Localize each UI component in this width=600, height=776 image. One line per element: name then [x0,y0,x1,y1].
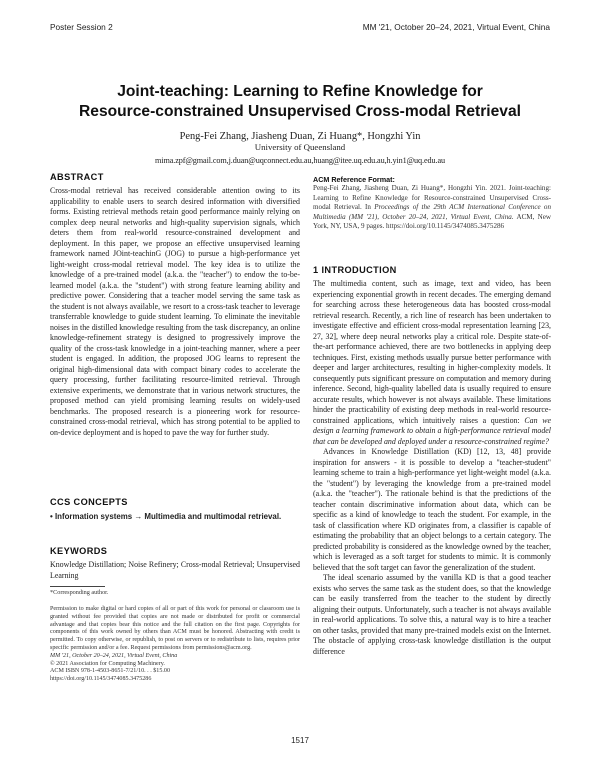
intro-paragraph-2: Advances in Knowledge Distillation (KD) [12, 13, 48] provide inspiration for answers - it is possible to develop a "teacher-student" learning scheme to train a high-performance yet light-weight model (a.k.a. the "student") by leveraging the knowledge from a pre-trained model (a.k.a. the "teacher"). The rationale behind is that the predictions of the teacher contain discriminative information about data, which can be specific as a kind of knowledge to teach the student. For example, in the task of classification where KD originates from, a classifier is capable of estimating the probability that an object belongs to a certain category. The predicted probability is considered as the knowledge owned by the teacher, which is leveraged as a soft target for students to mimic. It is commonly believed that the soft target can favor the generalization of the student. [313,447,551,572]
paper-title [40,82,560,122]
footnote-venue: MM '21, October 20–24, 2021, Virtual Event, China [50,652,178,659]
running-header-right: MM '21, October 20–24, 2021, Virtual Event, China [362,22,550,32]
corresponding-author-note: *Corresponding author. [50,589,109,596]
introduction-heading: 1 INTRODUCTION [313,265,397,275]
permission-footnote [50,606,300,684]
author-emails: mima.zpf@gmail.com,j.duan@uqconnect.edu.au,huang@itee.uq.edu.au,h.yin1@uq.edu.au [155,156,445,165]
footnote-copyright: © 2021 Association for Computing Machinery. [50,660,165,667]
ccs-concepts-text: • Information systems → Multimedia and multimodal retrieval. [50,512,282,521]
affiliation: University of Queensland [254,142,346,152]
title-line-2: Resource-constrained Unsupervised Cross-modal Retrieval [79,103,521,120]
abstract-text: Cross-modal retrieval has received considerable attention owing to its applicability to enable users to search desired information with diversified forms. Existing retrieval methods retain good performance mainly relying on complex deep neural networks and high-quality supervision signals, which deters them from real-world resource-constrained development and deployment. In this paper, we propose an effective unsupervised learning framework named JOint-teachinG (JOG) to pursue a high-performance yet light-weight cross-modal retrieval model. The key idea is to utilize the knowledge of a pre-trained model (a.k.a. the "teacher") to endow the to-be-learned model (a.k.a. the "student") with strong feature learning ability and predictive power. Considering that a teacher model serving the same task as the student is not always available, we resort to a cross-task teacher to leverage transferrable knowledge to guide student learning. To eliminate the inevitable noises in the distilled knowledge resulting from the task discrepancy, an online knowledge-refinement strategy is designed to progressively improve the quality of the cross-task knowledge in a joint-teaching manner, where a peer student is engaged. In addition, the proposed JOG learns to represent the original high-dimensional data with compact binary codes to accelerate the query processing, further facilitating resource-limited retrieval. Through extensive experiments, we demonstrate that in various network structures, the proposed method can yield promising learning results on widely-used benchmarks. The proposed research is a pioneering work for resource-constrained cross-modal retrieval, which has strong potential to be applied to on-device deployment and is hoped to pave the way for further study. [50,186,300,437]
intro-paragraph-3: The ideal scenario assumed by the vanilla KD is that a good teacher exists who serves the same task as the student does, so that the knowledge can be easily transferred from the teacher to the student by directly aligning their outputs. Unfortunately, such a teacher is not always available in real-world applications. To solve this, a natural way is to hire a teacher on other tasks, provided that many pre-trained models exist on the Internet. The obstacle of applying cross-task knowledge distillation is the output difference [313,573,551,656]
abstract-heading: ABSTRACT [50,172,104,182]
keywords-heading: KEYWORDS [50,546,108,556]
permission-text: Permission to make digital or hard copies of all or part of this work for personal or classroom use is granted without fee provided that copies are not made or distributed for profit or commercial advantage and that copies bear this notice and the full citation on the first page. Copyrights for components of this work owned by others than ACM must be honored. Abstracting with credit is permitted. To copy otherwise, or republish, to post on servers or to redistribute to lists, requires prior specific permission and/or a fee. Request permissions from permissions@acm.org. [50,606,300,651]
intro-paragraph-1: The multimedia content, such as image, text and video, has been experiencing exponential growth in recent decades. The emerging demand for searching across these heterogeneous data has boosted cross-modal retrieval research. Recently, a rich line of research has been undertaken to investigate effective and efficient cross-modal representation learning [23, 27, 32], where deep neural networks play a critical role. Despite state-of-the-art performance achieved, there are two bottlenecks in applying deep techniques. First, existing methods usually pursue better performance with deeper and larger architectures, resulting in higher-complexity models. It consequently puts significant pressure on computation and memory during inference. Second, high-quality labelled data is usually required to ensure accurate results, which however is not always available. These limitations hinder the practicability of existing deep methods in real-world resource-constrained applications, which intuitively raises a question: Can we design a learning framework to obtain a high-performance retrieval model that can be developed and deployed under a resource-constrained regime? [313,279,551,446]
footnote-isbn: ACM ISBN 978-1-4503-8651-7/21/10. . . $15.00 [50,668,171,675]
introduction-body [313,279,551,657]
page-number: 1517 [291,736,309,745]
author-list: Peng-Fei Zhang, Jiasheng Duan, Zi Huang*, Hongzhi Yin [179,131,421,142]
running-header-left: Poster Session 2 [50,22,113,32]
footnote-rule [50,586,105,587]
title-line-1: Joint-teaching: Learning to Refine Knowledge for [117,83,483,100]
acm-reference-text: Peng-Fei Zhang, Jiasheng Duan, Zi Huang*, Hongzhi Yin. 2021. Joint-teaching: Learning to Refine Knowledge for Resource-constrained Unsupervised Cross-modal Retrieval. In Proceedings of the 29th ACM International Conference on Multimedia (MM '21), October 20–24, 2021, Virtual Event, China. ACM, New York, NY, USA, 9 pages. https://doi.org/10.1145/3474085.3475286 [313,184,551,231]
footnote-doi[interactable]: https://doi.org/10.1145/3474085.3475286 [50,676,152,683]
ccs-heading: CCS CONCEPTS [50,497,128,507]
keywords-text: Knowledge Distillation; Noise Refinery; Cross-modal Retrieval; Unsupervised Learning [50,560,300,580]
acm-reference-heading: ACM Reference Format: [313,175,395,184]
